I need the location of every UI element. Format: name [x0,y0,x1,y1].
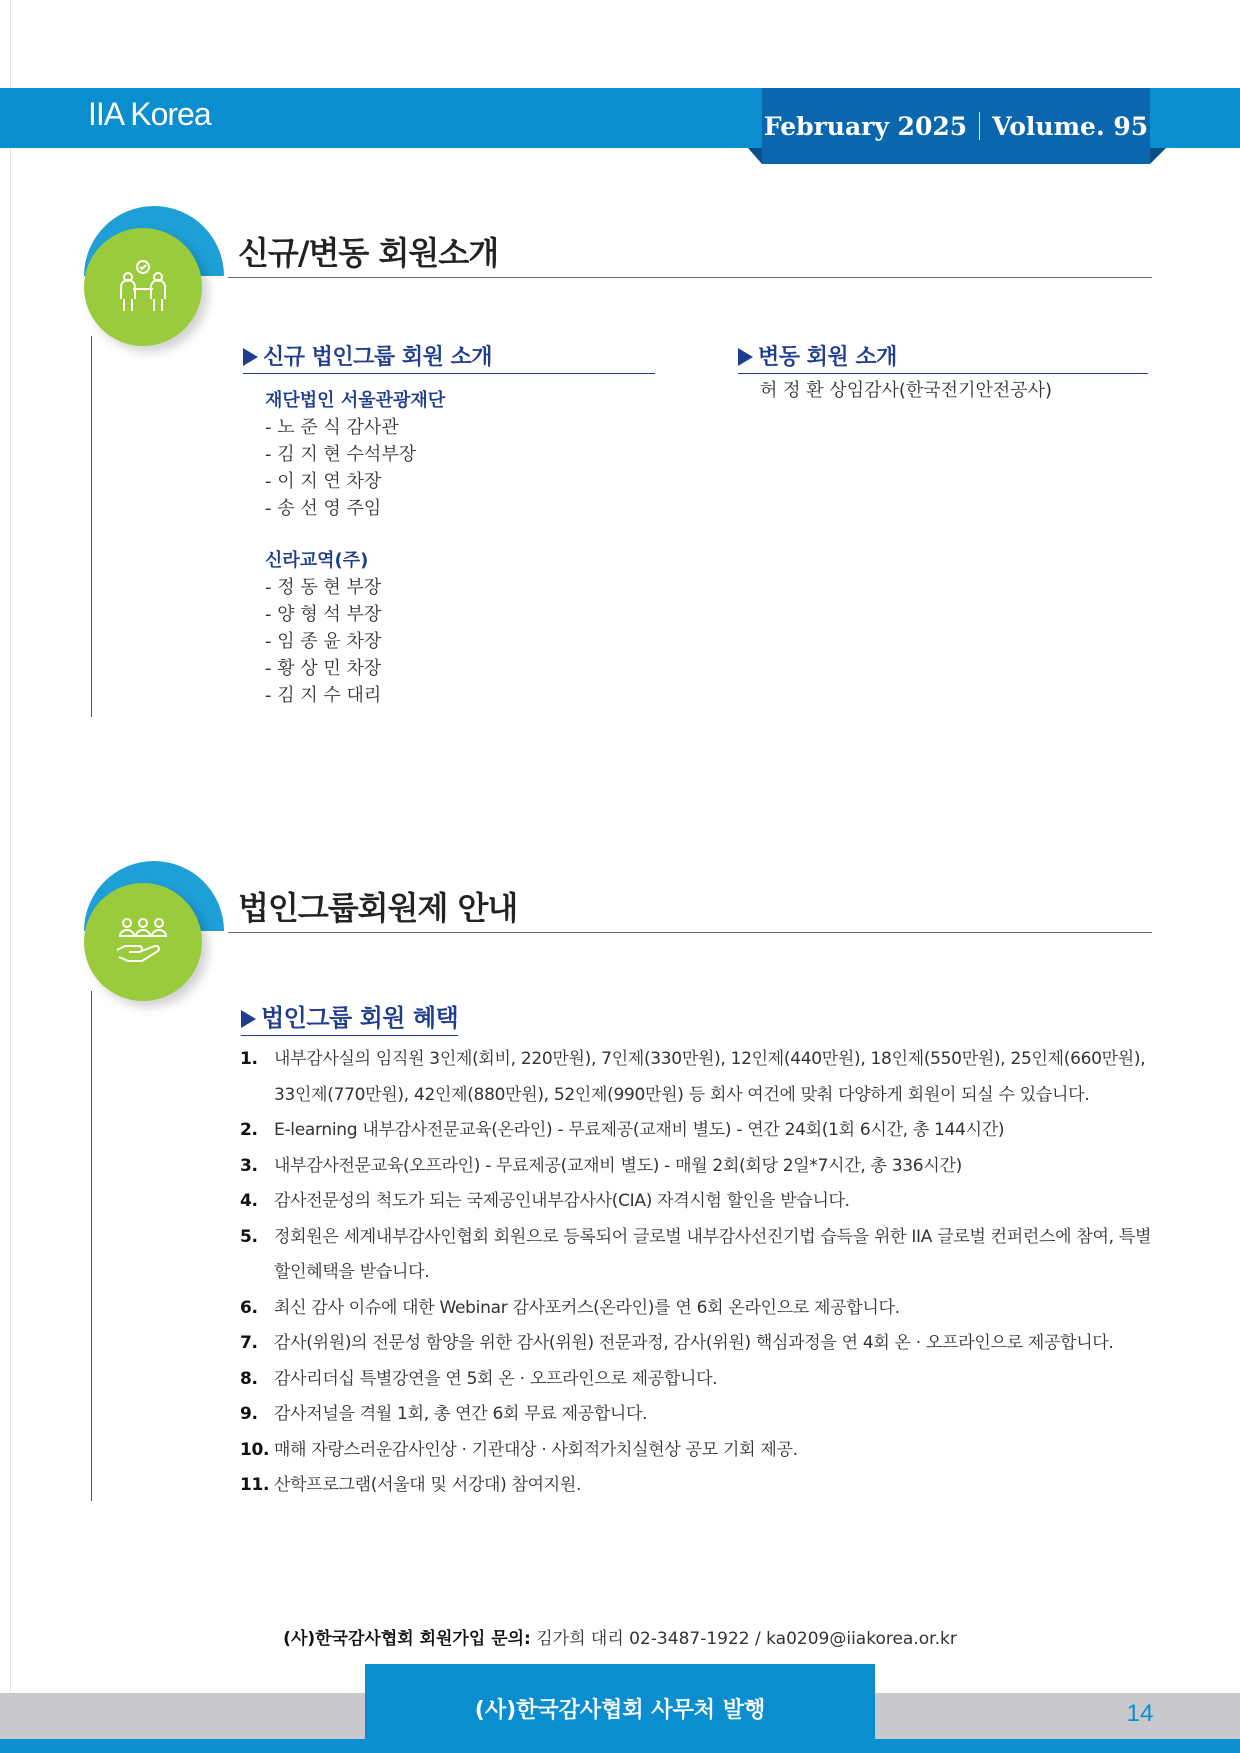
new-members-heading-text: 신규 법인그룹 회원 소개 [263,345,492,370]
member-person: - 송 선 영 주임 [265,498,382,519]
section1-vertical-line [91,336,92,717]
benefit-text: 감사전문성의 척도가 되는 국제공인내부감사사(CIA) 자격시험 할인을 받습니다. [274,1191,850,1211]
benefit-number: 3. [240,1155,258,1176]
benefit-number: 7. [240,1333,258,1353]
benefit-number: 9. [240,1404,258,1424]
benefit-text: 감사(위원)의 전문성 함양을 위한 감사(위원) 전문과정, 감사(위원) 핵심과정을 연 4회 온 · 오프라인으로 제공합니다. [274,1333,1114,1353]
member-person: - 양 형 석 부장 [265,604,382,625]
contact-info: 김가희 대리 02-3487-1922 / ka0209@iiakorea.or.kr [530,1629,957,1649]
changed-member-entry: 허 정 환 상임감사(한국전기안전공사) [760,380,1053,401]
benefit-number: 4. [240,1191,258,1211]
issue-separator [979,112,980,140]
issue-date: February 2025 [763,111,968,141]
member-org: 재단법인 서울관광재단 [265,390,446,411]
benefit-item [240,1113,1160,1149]
benefit-item [240,1042,1160,1113]
benefit-item [240,1397,1160,1433]
benefit-number: 10. [240,1439,270,1460]
benefit-text: 감사저널을 격월 1회, 총 연간 6회 무료 제공합니다. [274,1404,648,1424]
section2-rule [228,932,1152,933]
benefit-text: 감사리더십 특별강연을 연 5회 온 · 오프라인으로 제공합니다. [274,1368,718,1389]
benefit-number: 6. [240,1297,258,1318]
publisher-tab: (사)한국감사협회 사무처 발행 [365,1664,875,1753]
section1-title: 신규/변동 회원소개 [238,234,499,272]
benefit-item [240,1184,1160,1220]
benefit-number: 1. [240,1049,258,1069]
triangle-bullet-icon [241,1010,256,1028]
benefit-item [240,1220,1160,1291]
section1-rule [228,277,1152,278]
benefits-heading-text: 법인그룹 회원 혜택 [261,1004,459,1032]
benefit-text: 내부감사전문교육(오프라인) - 무료제공(교재비 별도) - 매월 2회(회당 2일*7시간, 총 336시간) [274,1155,962,1176]
section1-emblem [84,206,224,346]
benefit-item [240,1433,1160,1469]
benefit-number: 5. [240,1226,258,1247]
changed-members-heading-text: 변동 회원 소개 [758,345,897,370]
members-handshake-icon [84,228,202,346]
member-org: 신라교역(주) [265,550,369,571]
benefit-item [240,1291,1160,1327]
member-person: - 황 상 민 차장 [265,658,382,679]
member-person: - 정 동 현 부장 [265,577,382,598]
member-person: - 노 준 식 감사관 [265,417,399,438]
triangle-bullet-icon [738,348,753,366]
member-group-1 [265,387,445,522]
section2-emblem [84,861,224,1001]
membership-contact [0,1624,1240,1649]
benefit-text: E-learning 내부감사전문교육(온라인) - 무료제공(교재비 별도) - 연간 24회(1회 6시간, 총 144시간) [274,1120,1005,1140]
benefit-number: 8. [240,1368,258,1389]
changed-members-heading [738,340,1148,374]
contact-label: (사)한국감사협회 회원가입 문의: [283,1629,531,1649]
benefit-item [240,1362,1160,1398]
brand-title: IIA Korea [88,96,211,132]
member-person: - 김 지 현 수석부장 [265,444,417,465]
issue-volume: Volume. 95 [992,111,1149,141]
member-person: - 임 종 윤 차장 [265,631,382,652]
benefit-text: 내부감사실의 임직원 3인제(회비, 220만원), 7인제(330만원), 12인제(440만원), 18인제(550만원), 25인제(660만원), 33인제(770만원), 42인제(880만원), 52인제(990만원) 등 회사 여건에 맞춰 다양하게 회원이 되실 수 있습니다. [274,1049,1146,1105]
benefits-list [240,1042,1160,1504]
section2-vertical-line [91,991,92,1501]
member-person: - 이 지 연 차장 [265,471,382,492]
section2-title: 법인그룹회원제 안내 [238,889,518,927]
hand-with-people-icon [84,883,202,1001]
page-number: 14 [1126,1700,1154,1727]
benefit-item [240,1468,1160,1504]
benefit-item [240,1326,1160,1362]
triangle-bullet-icon [243,348,258,366]
benefit-text: 매해 자랑스러운감사인상 · 기관대상 · 사회적가치실현상 공모 기회 제공. [274,1439,798,1460]
page-margin-line [10,0,11,1700]
issue-tab-fold-right [1150,148,1166,164]
benefit-text: 산학프로그램(서울대 및 서강대) 참여지원. [274,1475,582,1495]
benefit-item [240,1149,1160,1185]
benefits-heading [241,998,458,1036]
benefit-number: 2. [240,1120,258,1140]
issue-box [762,88,1150,164]
benefit-text: 정회원은 세계내부감사인협회 회원으로 등록되어 글로벌 내부감사선진기법 습득을 위한 IIA 글로벌 컨퍼런스에 참여, 특별 할인혜택을 받습니다. [274,1226,1152,1282]
member-person: - 김 지 수 대리 [265,685,382,706]
benefit-number: 11. [240,1475,270,1495]
issue-tab-fold-left [748,148,762,164]
member-group-2 [265,547,381,709]
new-members-heading [243,340,655,374]
benefit-text: 최신 감사 이슈에 대한 Webinar 감사포커스(온라인)를 연 6회 온라인으로 제공합니다. [274,1297,900,1318]
